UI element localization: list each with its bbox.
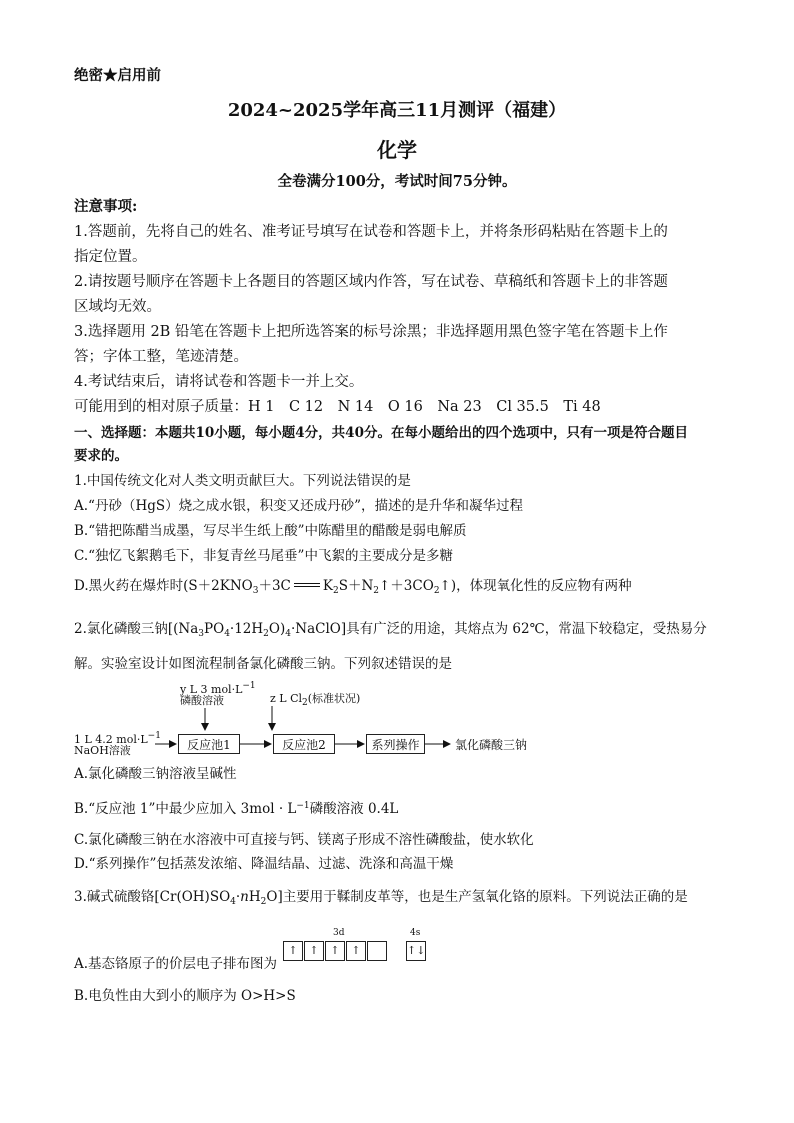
q1-option-b: B.“错把陈醋当成墨，写尽半生纸上酸”中陈醋里的醋酸是弱电解质 (74, 523, 467, 539)
atomic-masses: 可能用到的相对原子质量：H 1 C 12 N 14 O 16 Na 23 Cl 35.5 Ti 48 (74, 399, 601, 415)
section-1-line-1: 一、选择题：本题共10小题，每小题4分，共40分。在每小题给出的四个选项中，只有一项是符合题目 (74, 425, 688, 441)
notice-item-1-line-1: 1.答题前，先将自己的姓名、准考证号填写在试卷和答题卡上，并将条形码粘贴在答题卡上的 (74, 224, 668, 240)
notice-item-3-line-1: 3.选择题用 2B 铅笔在答题卡上把所选答案的标号涂黑；非选择题用黑色签字笔在答题卡上作 (74, 324, 668, 340)
orbital-3d-box-5 (367, 941, 387, 961)
flow-box-reaction-pool-1: 反应池1 (178, 734, 240, 754)
orbital-3d-box-2: ↑ (304, 941, 324, 961)
flow-box-series-operations: 系列操作 (366, 734, 425, 754)
subject-title: 化学 (377, 138, 417, 162)
q1-option-a: A.“丹砂（HgS）烧之成水银，积变又还成丹砂”，描述的是升华和凝华过程 (74, 498, 524, 514)
q3-stem-suffix: 主要用于鞣制皮革等，也是生产氢氧化铬的原料。下列说法正确的是 (282, 889, 688, 905)
flow-naoh-concentration: 1 L 4.2 $mol\cdot L^{-1}$ (74, 731, 161, 746)
q3-stem-prefix: 3.碱式硫酸铬 (74, 889, 155, 905)
q2-option-c: C.氯化磷酸三钠在水溶液中可直接与钙、镁离子形成不溶性磷酸盐，使水软化 (74, 832, 534, 848)
flow-box-reaction-pool-2: 反应池2 (273, 734, 335, 754)
section-1-line-2: 要求的。 (74, 448, 128, 464)
notice-item-2-line-1: 2.请按题号顺序在答题卡上各题目的答题区域内作答，写在试卷、草稿纸和答题卡上的非答题 (74, 274, 668, 290)
q2-stem-suffix: 具有广泛的用途，其熔点为 62℃，常温下较稳定，受热易分 (346, 621, 707, 637)
q2-formula: $[(Na_3PO_4\cdot 12H_2O)_4\cdot NaClO]$ (167, 621, 347, 639)
q3-option-a: A.基态铬原子的价层电子排布图为 (74, 956, 278, 972)
q1-option-d-suffix: ，体现氧化性的反应物有两种 (456, 578, 632, 594)
q3-formula: $[Cr(OH)SO_4\cdot nH_2O]$ (154, 889, 283, 907)
orbital-4s-label: 4s (410, 928, 421, 938)
orbital-3d-box-4: ↑ (346, 941, 366, 961)
flow-input-phosphoric-label: 磷酸溶液 (180, 694, 224, 707)
flow-input-phosphoric-concentration: y L 3 $mol\cdot L^{-1}$ (180, 681, 256, 696)
notice-item-1-line-2: 指定位置。 (74, 249, 147, 265)
exam-title: 2024~2025学年高三11月测评（福建） (227, 100, 567, 121)
q2-stem-prefix: 2.氯化磷酸三钠 (74, 621, 168, 637)
q2-option-b: B.“反应池 1”中最少应加入 $3mol \cdot L^{-1}$磷酸溶液 0.4L (74, 801, 399, 817)
orbital-4s-box: ↑↓ (406, 941, 426, 961)
q3-stem (74, 888, 688, 911)
notice-heading: 注意事项: (74, 198, 138, 215)
notice-item-3-line-2: 答；字体工整，笔迹清楚。 (74, 349, 248, 365)
secret-mark: 绝密★启用前 (74, 67, 161, 84)
q1-option-d-prefix: D.黑火药在爆炸时 (74, 578, 184, 594)
exam-info: 全卷满分100分，考试时间75分钟。 (277, 173, 517, 190)
q1-option-c: C.“独忆飞絮鹅毛下，非复青丝马尾垂”中飞絮的主要成分是多糖 (74, 548, 453, 564)
q3-option-b: B.电负性由大到小的顺序为 O>H>S (74, 988, 296, 1004)
q2-option-d: D.“系列操作”包括蒸发浓缩、降温结晶、过滤、洗涤和高温干燥 (74, 856, 454, 872)
q1-stem: 1.中国传统文化对人类文明贡献巨大。下列说法错误的是 (74, 473, 411, 489)
orbital-3d-label: 3d (333, 928, 345, 938)
notice-item-4: 4.考试结束后，请将试卷和答题卡一并上交。 (74, 374, 364, 390)
flow-naoh-label: NaOH溶液 (74, 744, 131, 757)
q2-stem-line-2: 解。实验室设计如图流程制备氯化磷酸三钠。下列叙述错误的是 (74, 656, 452, 672)
orbital-3d-box-1: ↑ (283, 941, 303, 961)
flow-product: 氯化磷酸三钠 (455, 738, 528, 752)
q2-option-a: A.氯化磷酸三钠溶液呈碱性 (74, 766, 237, 782)
notice-item-2-line-2: 区域均无效。 (74, 299, 161, 315)
flow-input-chlorine: z L $Cl_2$(标准状况) (270, 692, 361, 708)
q1-option-d-equation: ($S+2KNO_3+3C$ $K_2S+N_2↑+3CO_2↑$) (183, 578, 457, 596)
orbital-3d-box-3: ↑ (325, 941, 345, 961)
